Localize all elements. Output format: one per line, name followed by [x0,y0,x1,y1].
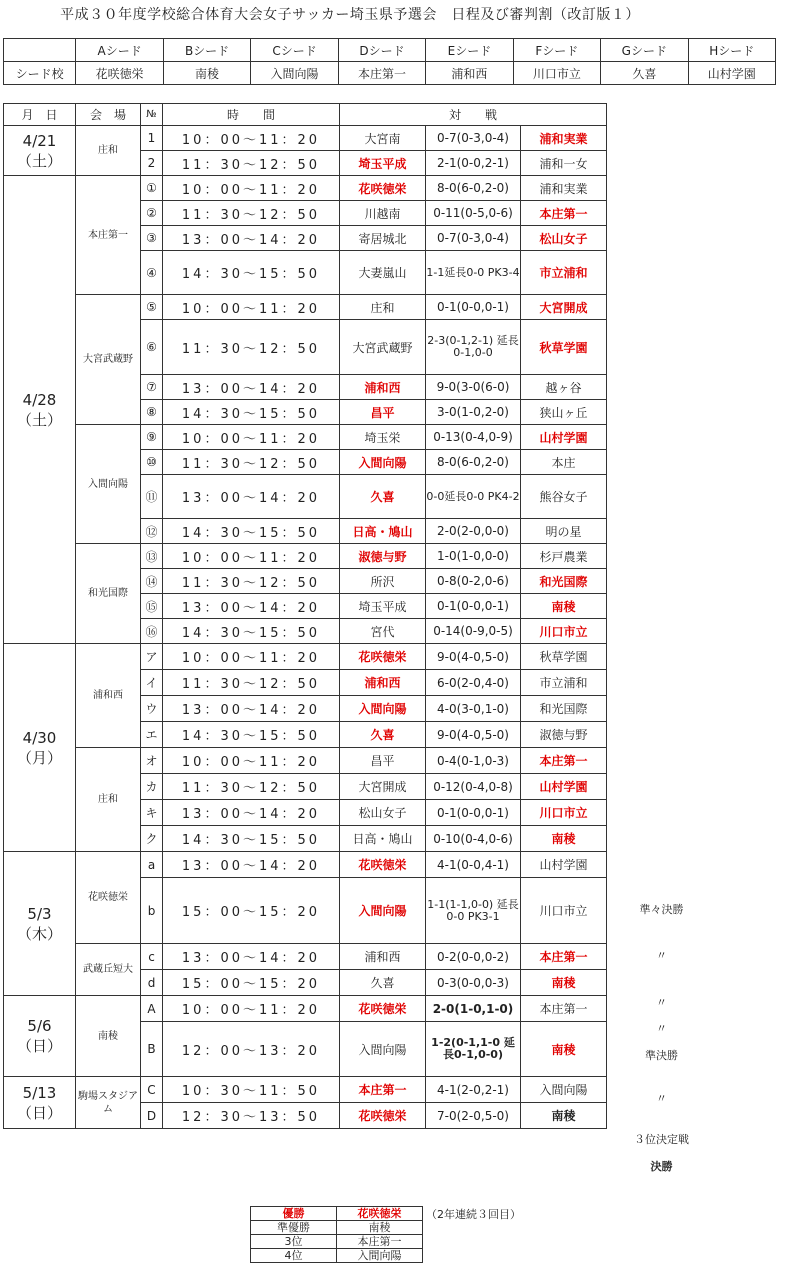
match-no: ⑪ [141,475,163,519]
match-time: 13：00～14：20 [163,475,340,519]
seed-school: 山村学園 [688,62,775,85]
result-row [251,1249,423,1263]
team-home: 淑徳与野 [340,544,426,569]
match-time: 10：00～11：20 [163,996,340,1022]
seed-school-row [4,62,776,85]
team-away: 山村学園 [521,774,607,800]
match-no: ウ [141,696,163,722]
seed-school: 久喜 [601,62,688,85]
seed-school: 南稜 [163,62,250,85]
team-home: 久喜 [340,475,426,519]
team-away: 和光国際 [521,696,607,722]
venue-cell: 浦和西 [76,644,141,748]
venue-cell: 本庄第一 [76,176,141,295]
match-score: 8-0(6-0,2-0) [426,176,521,201]
date-cell: 5/13 （日） [4,1077,76,1129]
match-no: 1 [141,126,163,151]
date-cell: 4/30 （月） [4,644,76,852]
match-score: 0-3(0-0,0-3) [426,970,521,996]
match-no: ② [141,201,163,226]
venue-cell: 武蔵丘短大 [76,944,141,996]
seed-header: Gシード [601,39,688,62]
table-row [4,176,607,201]
date-cell: 4/28 （土） [4,176,76,644]
match-time: 15：00～15：20 [163,878,340,944]
match-no: ⑫ [141,519,163,544]
date-cell: 4/21 （土） [4,126,76,176]
team-home: 埼玉平成 [340,151,426,176]
seed-header: Dシード [338,39,425,62]
match-time: 14：30～15：50 [163,619,340,644]
match-no: a [141,852,163,878]
match-no: 2 [141,151,163,176]
match-time: 12：00～13：20 [163,1022,340,1077]
team-away: 狭山ヶ丘 [521,400,607,425]
round-note: 〃 [656,996,667,1009]
team-home: 松山女子 [340,800,426,826]
team-away: 入間向陽 [521,1077,607,1103]
match-score: 0-8(0-2,0-6) [426,569,521,594]
team-home: 花咲徳栄 [340,1103,426,1129]
match-time: 13：00～14：20 [163,944,340,970]
match-time: 10：00～11：20 [163,425,340,450]
seed-header: Eシード [426,39,513,62]
team-home: 昌平 [340,748,426,774]
match-time: 14：30～15：50 [163,251,340,295]
team-home: 入間向陽 [340,450,426,475]
match-score: 2-0(2-0,0-0) [426,519,521,544]
date-cell: 5/3 （木） [4,852,76,996]
round-note: 準決勝 [645,1049,678,1062]
team-away: 南稜 [521,1103,607,1129]
round-note: 〃 [656,1022,667,1035]
seed-header: Fシード [513,39,600,62]
match-no: ⑨ [141,425,163,450]
match-time: 15：00～15：20 [163,970,340,996]
venue-cell: 駒場スタジアム [76,1077,141,1129]
team-home: 川越南 [340,201,426,226]
venue-cell: 和光国際 [76,544,141,644]
header-time: 時 間 [163,104,340,126]
match-time: 10：00～11：20 [163,126,340,151]
team-away: 山村学園 [521,425,607,450]
team-home: 花咲徳栄 [340,852,426,878]
team-away: 南稜 [521,970,607,996]
match-no: ⑩ [141,450,163,475]
match-time: 14：30～15：50 [163,722,340,748]
match-time: 11：30～12：50 [163,320,340,375]
venue-cell: 花咲徳栄 [76,852,141,944]
seed-school: 浦和西 [426,62,513,85]
page-title: 平成３０年度学校総合体育大会女子サッカー埼玉県予選会 日程及び審判割（改訂版１） [60,7,640,23]
match-no: ⑥ [141,320,163,375]
match-no: オ [141,748,163,774]
match-time: 13：00～14：20 [163,226,340,251]
match-score: 9-0(3-0(6-0) [426,375,521,400]
match-time: 12：30～13：50 [163,1103,340,1129]
match-time: 14：30～15：50 [163,400,340,425]
match-score: 4-1(2-0,2-1) [426,1077,521,1103]
match-time: 11：30～12：50 [163,201,340,226]
team-away: 淑徳与野 [521,722,607,748]
team-home: 浦和西 [340,670,426,696]
team-away: 南稜 [521,1022,607,1077]
team-away: 秋草学園 [521,320,607,375]
round-note: 〃 [656,949,667,962]
match-score: 2-3(0-1,2-1) 延長0-1,0-0 [426,320,521,375]
match-score: 4-1(0-0,4-1) [426,852,521,878]
match-score: 1-2(0-1,1-0 延長0-1,0-0) [426,1022,521,1077]
match-no: C [141,1077,163,1103]
team-away: 南稜 [521,826,607,852]
match-score: 0-7(0-3,0-4) [426,126,521,151]
match-time: 10：00～11：20 [163,176,340,201]
result-label: 3位 [251,1235,337,1249]
match-score: 7-0(2-0,5-0) [426,1103,521,1129]
header-venue: 会 場 [76,104,141,126]
team-home: 日高・鳩山 [340,519,426,544]
match-no: B [141,1022,163,1077]
result-row [251,1221,423,1235]
match-no: ⑯ [141,619,163,644]
match-score: 0-1(0-0,0-1) [426,594,521,619]
team-home: 大妻嵐山 [340,251,426,295]
team-away: 浦和実業 [521,176,607,201]
table-row [4,852,607,878]
team-away: 本庄第一 [521,944,607,970]
match-no: ⑦ [141,375,163,400]
team-away: 市立浦和 [521,251,607,295]
match-score: 3-0(1-0,2-0) [426,400,521,425]
match-score: 1-1(1-1,0-0) 延長0-0 PK3-1 [426,878,521,944]
match-no: ⑬ [141,544,163,569]
match-time: 13：00～14：20 [163,375,340,400]
match-no: ⑮ [141,594,163,619]
team-away: 秋草学園 [521,644,607,670]
team-home: 埼玉栄 [340,425,426,450]
team-home: 久喜 [340,722,426,748]
team-away: 本庄 [521,450,607,475]
match-score: 0-14(0-9,0-5) [426,619,521,644]
team-away: 松山女子 [521,226,607,251]
seed-header: Aシード [76,39,163,62]
seed-table [3,38,776,85]
match-no: ク [141,826,163,852]
team-home: 花咲徳栄 [340,996,426,1022]
result-school: 南稜 [337,1221,423,1235]
team-home: 入間向陽 [340,1022,426,1077]
match-time: 14：30～15：50 [163,519,340,544]
team-home: 日高・鳩山 [340,826,426,852]
table-row [4,996,607,1022]
venue-cell: 庄和 [76,748,141,852]
match-score: 0-1(0-0,0-1) [426,800,521,826]
match-score: 1-0(1-0,0-0) [426,544,521,569]
match-no: カ [141,774,163,800]
team-away: 川口市立 [521,878,607,944]
team-home: 入間向陽 [340,696,426,722]
team-away: 大宮開成 [521,295,607,320]
match-time: 11：30～12：50 [163,774,340,800]
match-time: 13：00～14：20 [163,594,340,619]
team-home: 大宮南 [340,126,426,151]
team-home: 花咲徳栄 [340,644,426,670]
team-home: 埼玉平成 [340,594,426,619]
team-away: 熊谷女子 [521,475,607,519]
seed-corner [4,39,76,62]
result-label: 優勝 [251,1207,337,1221]
table-row [4,644,607,670]
match-score: 0-1(0-0,0-1) [426,295,521,320]
table-row [4,295,607,320]
seed-header: Hシード [688,39,775,62]
header-match: 対 戦 [340,104,607,126]
table-row [4,1077,607,1103]
seed-header: Bシード [163,39,250,62]
seed-header-row [4,39,776,62]
seed-school: 本庄第一 [338,62,425,85]
venue-cell: 入間向陽 [76,425,141,544]
result-school: 入間向陽 [337,1249,423,1263]
team-home: 昌平 [340,400,426,425]
match-no: ⑭ [141,569,163,594]
match-no: イ [141,670,163,696]
table-row [4,748,607,774]
team-away: 山村学園 [521,852,607,878]
team-away: 川口市立 [521,800,607,826]
team-away: 杉戸農業 [521,544,607,569]
round-note: 〃 [656,1092,667,1105]
team-away: 南稜 [521,594,607,619]
team-home: 庄和 [340,295,426,320]
team-home: 所沢 [340,569,426,594]
team-home: 寄居城北 [340,226,426,251]
team-home: 入間向陽 [340,878,426,944]
team-away: 越ヶ谷 [521,375,607,400]
match-time: 10：00～11：20 [163,295,340,320]
venue-cell: 庄和 [76,126,141,176]
seed-school: 花咲徳栄 [76,62,163,85]
team-away: 市立浦和 [521,670,607,696]
match-no: ④ [141,251,163,295]
match-time: 10：00～11：20 [163,544,340,569]
team-home: 本庄第一 [340,1077,426,1103]
team-away: 川口市立 [521,619,607,644]
match-time: 11：30～12：50 [163,151,340,176]
round-note: 準々決勝 [639,903,684,916]
team-away: 本庄第一 [521,201,607,226]
match-time: 10：00～11：20 [163,748,340,774]
header-no: № [141,104,163,126]
match-score: 0-11(0-5,0-6) [426,201,521,226]
match-time: 11：30～12：50 [163,450,340,475]
team-home: 浦和西 [340,944,426,970]
result-label: 準優勝 [251,1221,337,1235]
match-score: 1-1延長0-0 PK3-4 [426,251,521,295]
team-home: 大宮武蔵野 [340,320,426,375]
match-no: ③ [141,226,163,251]
match-score: 4-0(3-0,1-0) [426,696,521,722]
match-no: A [141,996,163,1022]
result-label: 4位 [251,1249,337,1263]
match-score: 0-12(0-4,0-8) [426,774,521,800]
match-score: 0-13(0-4,0-9) [426,425,521,450]
seed-school: 入間向陽 [251,62,338,85]
match-time: 11：30～12：50 [163,670,340,696]
match-no: d [141,970,163,996]
schedule-table [3,103,607,1129]
match-time: 14：30～15：50 [163,826,340,852]
match-no: ⑤ [141,295,163,320]
match-score: 8-0(6-0,2-0) [426,450,521,475]
winner-note: （2年連続３回目） [426,1208,521,1221]
match-no: D [141,1103,163,1129]
team-home: 大宮開成 [340,774,426,800]
match-score: 0-0延長0-0 PK4-2 [426,475,521,519]
match-no: ア [141,644,163,670]
team-away: 明の星 [521,519,607,544]
match-time: 13：00～14：20 [163,696,340,722]
match-score: 0-10(0-4,0-6) [426,826,521,852]
header-date: 月 日 [4,104,76,126]
match-score: 0-2(0-0,0-2) [426,944,521,970]
result-school: 花咲徳栄 [337,1207,423,1221]
result-row [251,1207,423,1221]
match-no: ① [141,176,163,201]
team-away: 浦和実業 [521,126,607,151]
match-score: 0-4(0-1,0-3) [426,748,521,774]
match-score: 2-1(0-0,2-1) [426,151,521,176]
match-no: b [141,878,163,944]
match-no: キ [141,800,163,826]
result-row [251,1235,423,1249]
match-time: 13：00～14：20 [163,800,340,826]
match-score: 6-0(2-0,4-0) [426,670,521,696]
match-no: ⑧ [141,400,163,425]
match-score: 9-0(4-0,5-0) [426,722,521,748]
team-away: 和光国際 [521,569,607,594]
team-home: 久喜 [340,970,426,996]
venue-cell: 南稜 [76,996,141,1077]
team-home: 浦和西 [340,375,426,400]
venue-cell: 大宮武蔵野 [76,295,141,425]
match-time: 11：30～12：50 [163,569,340,594]
seed-school: 川口市立 [513,62,600,85]
team-away: 浦和一女 [521,151,607,176]
team-away: 本庄第一 [521,748,607,774]
team-home: 花咲徳栄 [340,176,426,201]
match-time: 10：00～11：20 [163,644,340,670]
match-score: 2-0(1-0,1-0) [426,996,521,1022]
results-table [250,1206,423,1263]
table-row [4,544,607,569]
team-home: 宮代 [340,619,426,644]
schedule-header-row [4,104,607,126]
result-school: 本庄第一 [337,1235,423,1249]
round-note: 決勝 [650,1160,673,1173]
team-away: 本庄第一 [521,996,607,1022]
seed-row-label: シード校 [4,62,76,85]
match-no: エ [141,722,163,748]
match-time: 13：00～14：20 [163,852,340,878]
date-cell: 5/6 （日） [4,996,76,1077]
match-no: c [141,944,163,970]
match-score: 9-0(4-0,5-0) [426,644,521,670]
table-row [4,944,607,970]
seed-header: Cシード [251,39,338,62]
round-note: ３位決定戦 [634,1133,689,1146]
match-time: 10：30～11：50 [163,1077,340,1103]
match-score: 0-7(0-3,0-4) [426,226,521,251]
table-row [4,425,607,450]
table-row [4,126,607,151]
